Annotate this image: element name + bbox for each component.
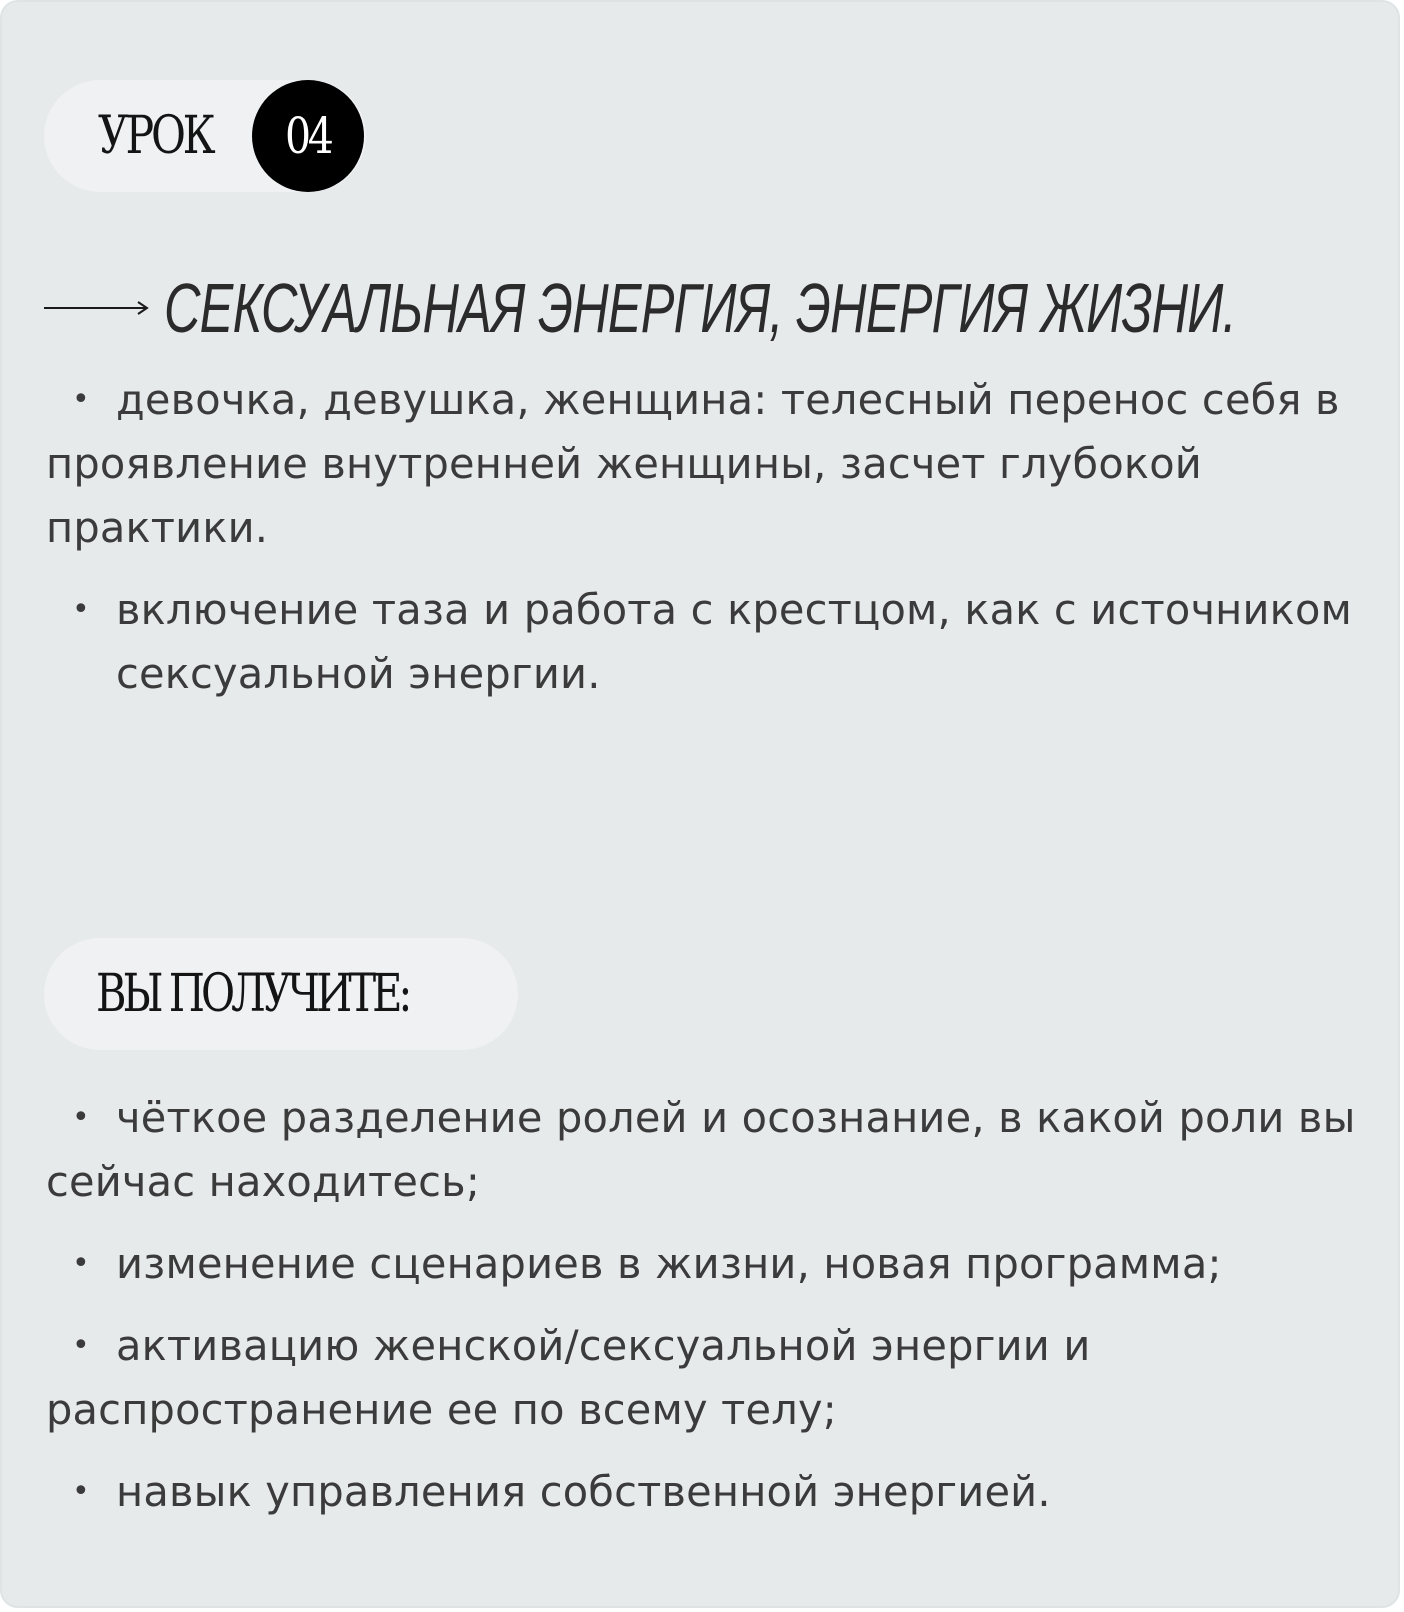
bullet-dot-icon: • <box>72 592 90 627</box>
list-item <box>46 578 1366 706</box>
bullet-dot-icon: • <box>72 382 90 417</box>
list-item-text: изменение сценариев в жизни, новая программа; <box>116 1239 1222 1288</box>
benefits-list <box>46 1086 1366 1524</box>
lesson-points-list <box>46 368 1366 706</box>
lesson-title-row <box>44 268 1400 348</box>
bullet-dot-icon: • <box>72 1100 90 1135</box>
lesson-number: 04 <box>285 107 331 165</box>
benefits-label: ВЫ ПОЛУЧИТЕ: <box>96 964 409 1024</box>
lesson-badge <box>44 80 366 192</box>
list-item <box>46 1086 1366 1214</box>
list-item <box>46 368 1366 560</box>
lesson-title: СЕКСУАЛЬНАЯ ЭНЕРГИЯ, ЭНЕРГИЯ ЖИЗНИ. <box>164 269 1236 347</box>
bullet-dot-icon: • <box>72 1328 90 1363</box>
list-item <box>46 1314 1366 1442</box>
long-arrow-right-icon <box>44 298 150 318</box>
list-item-text: чёткое разделение ролей и осознание, в какой роли вы сейчас находитесь; <box>46 1093 1356 1206</box>
lesson-label: УРОК <box>98 106 213 166</box>
list-item-text: активацию женской/сексуальной энергии и распространение ее по всему телу; <box>46 1321 1091 1434</box>
bullet-dot-icon: • <box>72 1474 90 1509</box>
benefits-badge <box>44 938 518 1050</box>
list-item-text: девочка, девушка, женщина: телесный перенос себя в проявление внутренней женщины, засчет глубокой практики. <box>46 375 1340 552</box>
list-item <box>46 1232 1366 1296</box>
lesson-number-circle <box>252 80 364 192</box>
list-item-text: навык управления собственной энергией. <box>116 1467 1051 1516</box>
bullet-dot-icon: • <box>72 1246 90 1281</box>
list-item <box>46 1460 1366 1524</box>
list-item-text: включение таза и работа с крестцом, как с источником сексуальной энергии. <box>116 585 1353 698</box>
